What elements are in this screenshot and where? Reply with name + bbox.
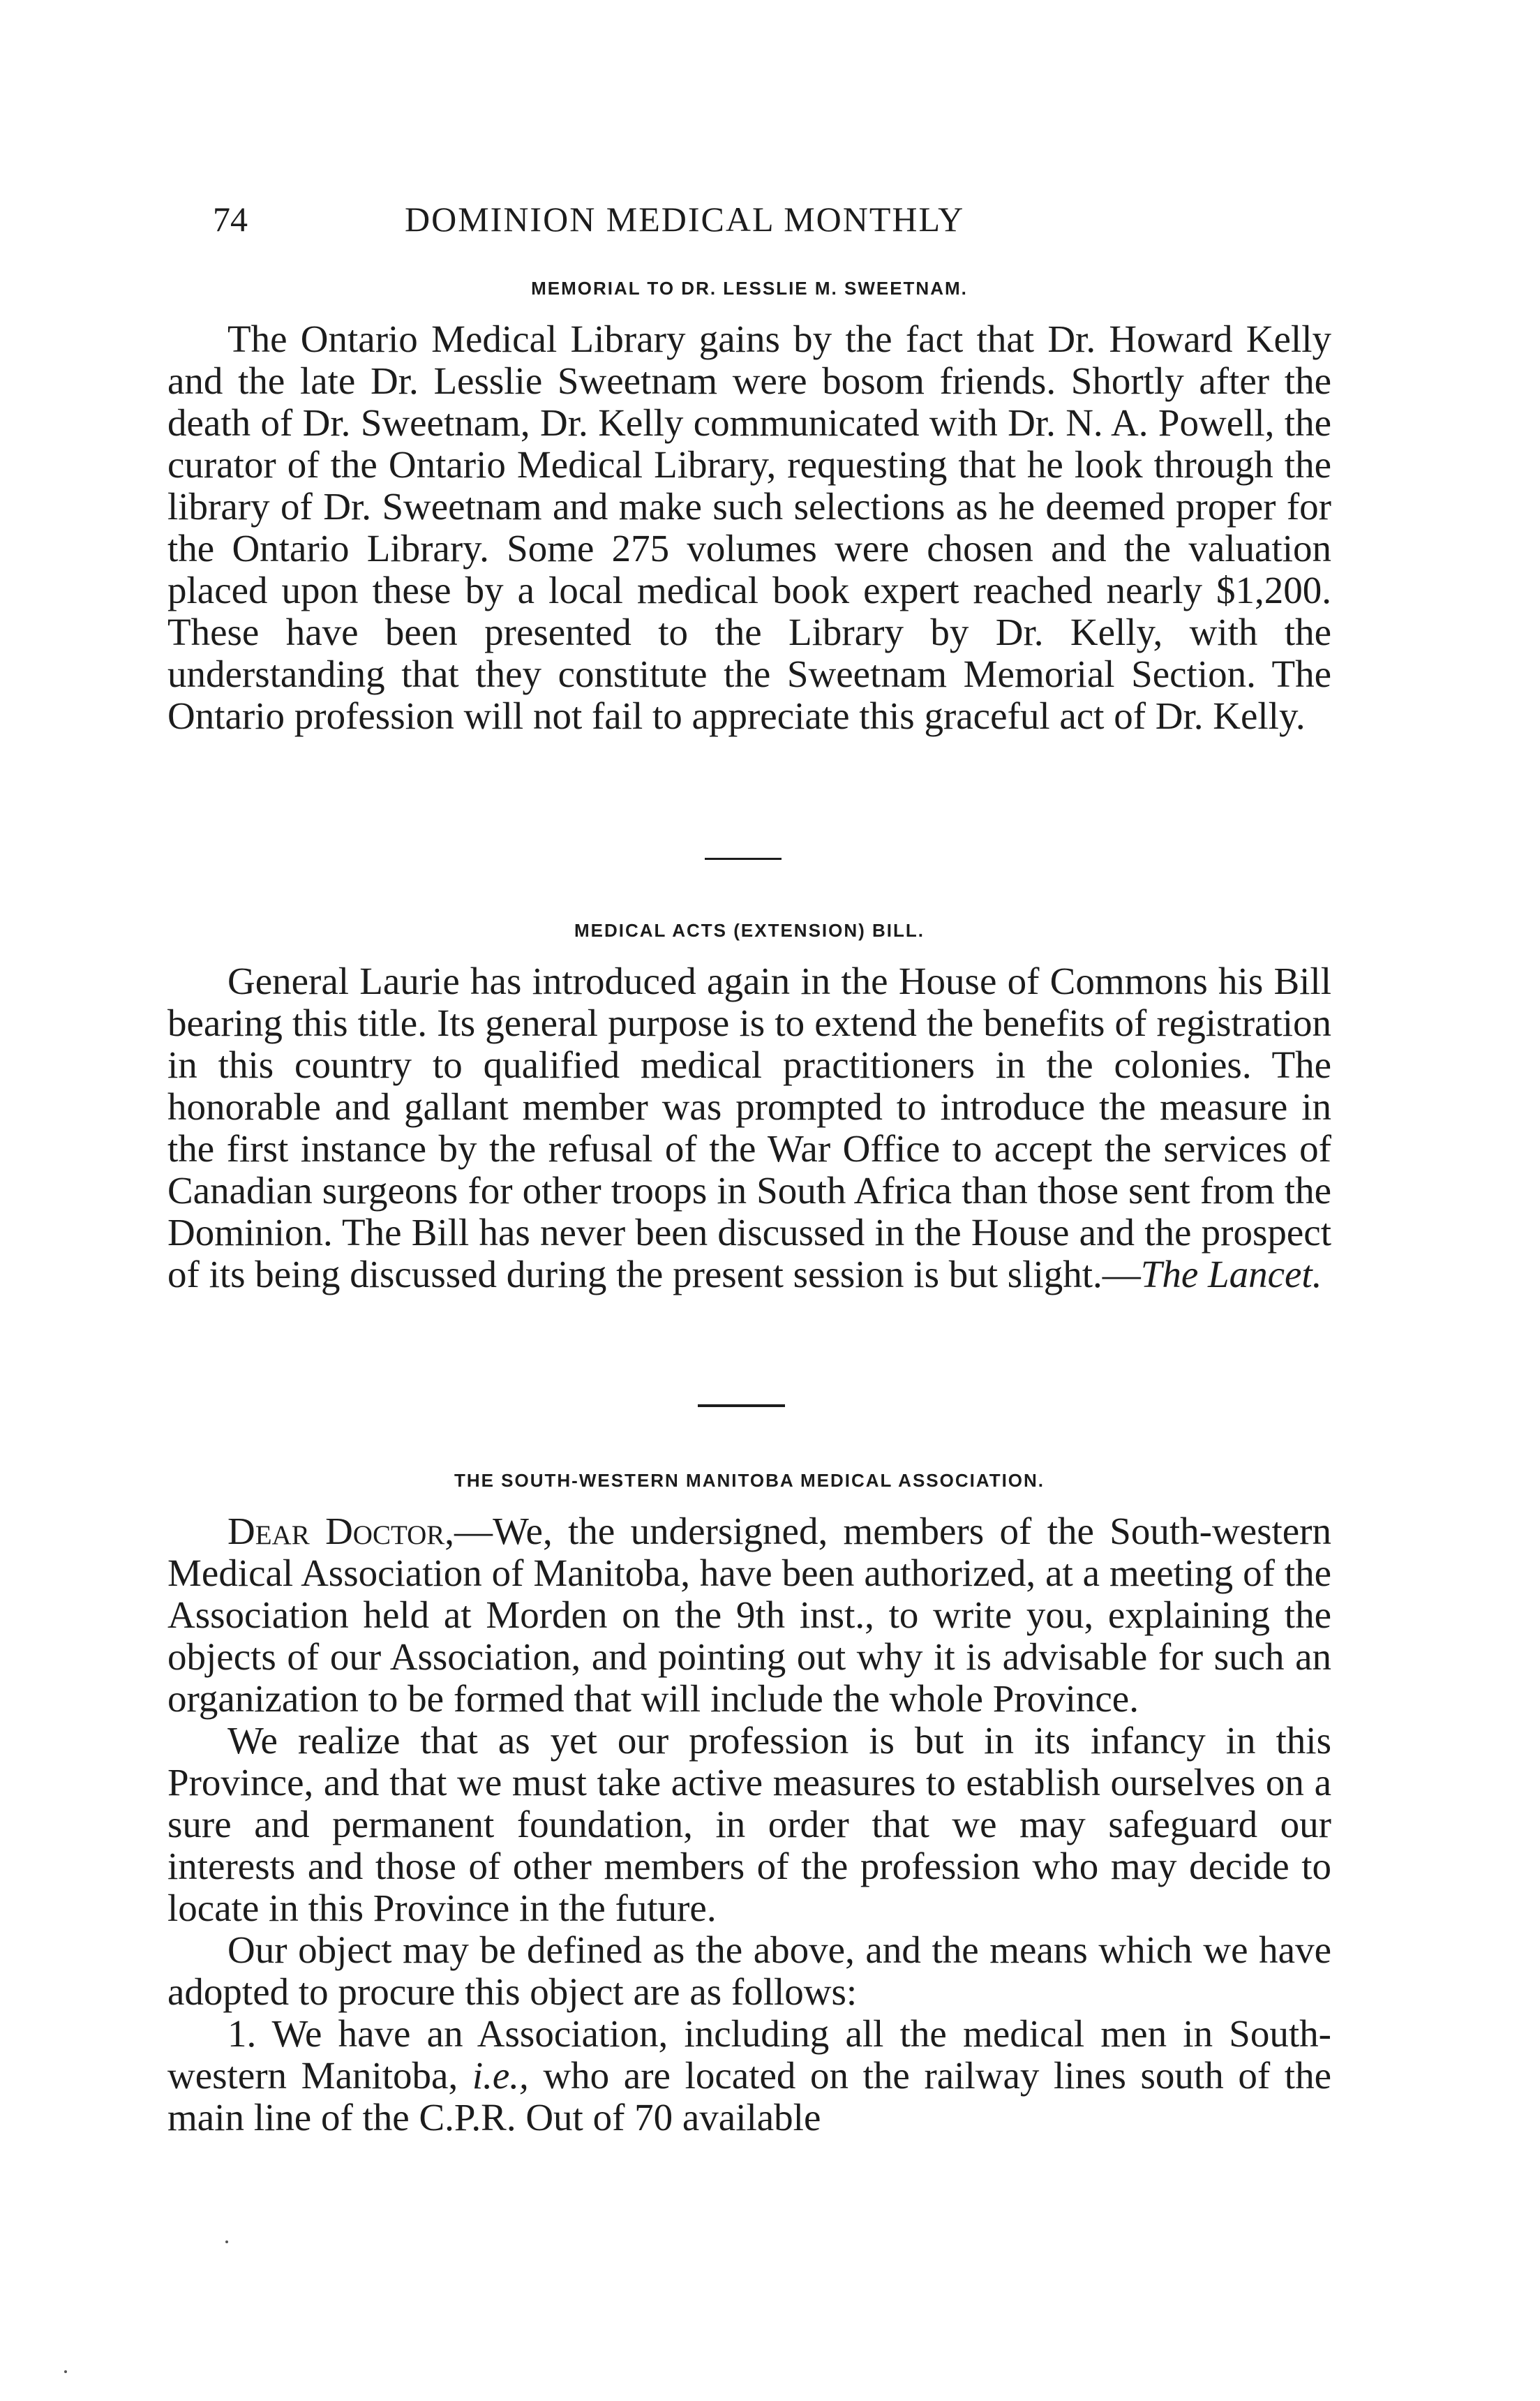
separator-rule [698,1404,785,1407]
article-medical-acts [167,921,1331,1295]
paragraph-text: General Laurie has introduced again in the House of Commons his Bill bearing this title. Its general purpose is to extend the benefits of registration in this country to qualified medical practitioners in the colonies. The honorable and gallant member was prompted to introduce the measure in the first instance by the refusal of the War Office to accept the services of Canadian surgeons for other troops in South Africa than those sent from the Dominion. The Bill has never been discussed in the House and the prospect of its being discussed during the present session is but slight.— [167,960,1331,1295]
page-number: 74 [213,200,248,239]
paragraph-text: —We, the undersigned, members of the South-western Medical Association of Manitoba, have been authorized, at a meeting of the Association held at Morden on the 9th inst., to write you, explaining the objects of our Association, and pointing out why it is advisable for such an organization to be formed that will include the whole Province. [167,1510,1331,1720]
paragraph [167,1510,1331,1720]
salutation: Dear Doctor, [227,1510,455,1552]
paragraph: We realize that as yet our profession is but in its infancy in this Province, and that we must take active measures to establish ourselves on a sure and permanent foundation, in order that we may safeguard our interests and those of other members of the profession who may decide to locate in this Province in the future. [167,1719,1331,1929]
paragraph: The Ontario Medical Library gains by the fact that Dr. Howard Kelly and the late Dr. Lesslie Sweetnam were bosom friends. Shortly after the death of Dr. Sweetnam, Dr. Kelly communicated with Dr. N. A. Powell, the curator of the Ontario Medical Library, requesting that he look through the library of Dr. Sweetnam and make such selections as he deemed proper for the Ontario Library. Some 275 volumes were chosen and the valuation placed upon these by a local medical book expert reached nearly $1,200. These have been presented to the Library by Dr. Kelly, with the understanding that they constitute the Sweetnam Memorial Section. The Ontario profession will not fail to appreciate this graceful act of Dr. Kelly. [167,318,1331,737]
paragraph: Our object may be defined as the above, and the means which we have adopted to procure this object are as follows: [167,1928,1331,2013]
article-manitoba-association [167,1471,1331,2139]
paragraph [167,2013,1331,2139]
paragraph-text: 1. We have an Association, including all the medical men in South-western Manitoba, [167,2012,1331,2097]
citation: The Lancet. [1140,1253,1322,1295]
abbreviation: i.e., [472,2054,529,2097]
scan-speck [64,2370,67,2373]
paragraph [167,960,1331,1295]
article-memorial [167,279,1331,737]
scan-speck [225,2240,228,2243]
section-heading: THE SOUTH-WESTERN MANITOBA MEDICAL ASSOCIATION. [454,1470,1045,1491]
paragraph-text: who are located on the railway lines south of the main line of the C.P.R. Out of 70 available [167,2054,1331,2139]
separator-rule [705,858,782,860]
section-heading: MEMORIAL TO DR. LESSLIE M. SWEETNAM. [531,278,968,299]
running-head: DOMINION MEDICAL MONTHLY [405,200,965,239]
section-heading: MEDICAL ACTS (EXTENSION) BILL. [574,920,925,941]
